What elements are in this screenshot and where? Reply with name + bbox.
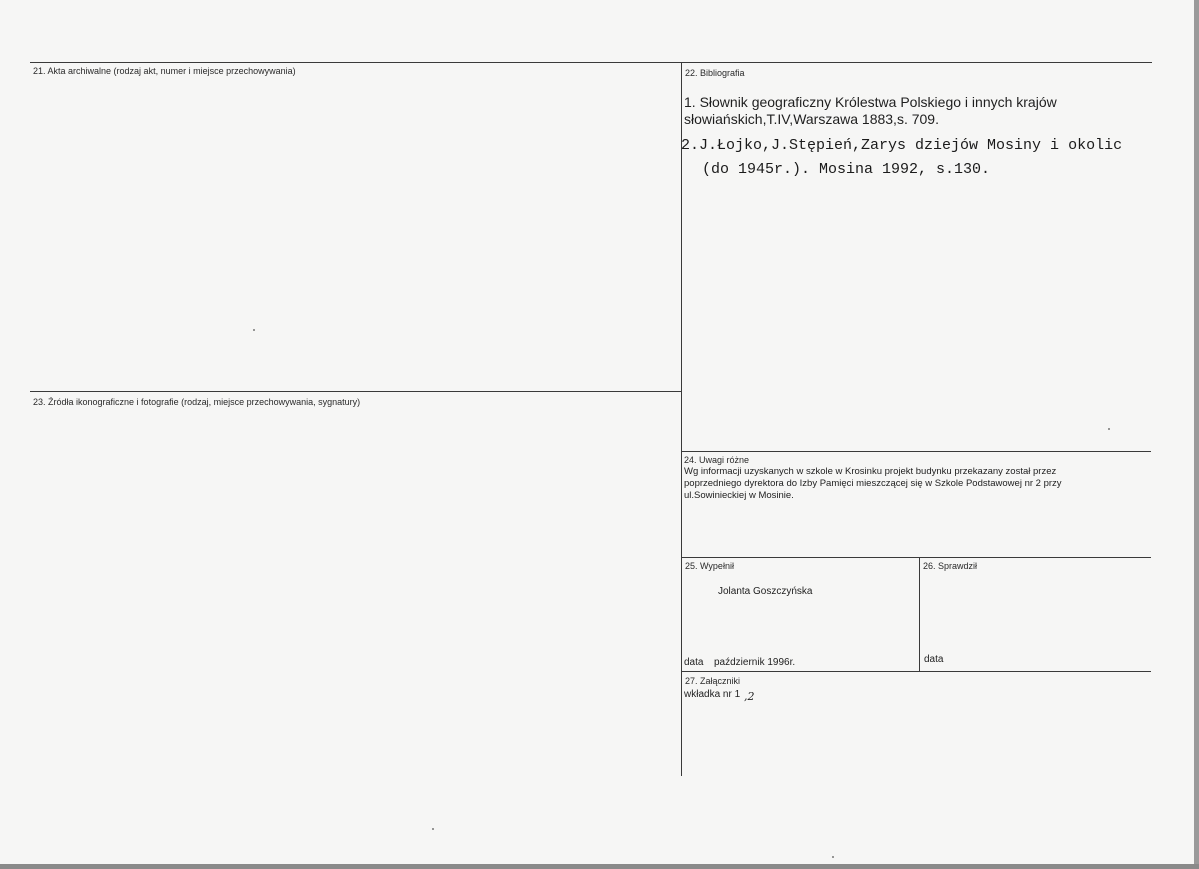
filled-by-name: Jolanta Goszczyńska bbox=[718, 586, 813, 597]
scan-speck bbox=[832, 856, 834, 858]
field-25-27-divider bbox=[681, 671, 1151, 672]
bibliography-item-2-line-1: 2.J.Łojko,J.Stępień,Zarys dziejów Mosiny i okolic bbox=[681, 137, 1123, 154]
bibliography-item-1-line-2: słowiańskich,T.IV,Warszawa 1883,s. 709. bbox=[684, 111, 939, 127]
scan-speck bbox=[432, 828, 434, 830]
field-22-24-divider bbox=[681, 451, 1151, 452]
field-27-label: 27. Załączniki bbox=[685, 676, 741, 686]
field-22-label: 22. Bibliografia bbox=[685, 68, 745, 78]
notes-line-1: Wg informacji uzyskanych w szkole w Krosinku projekt budynku przekazany został przez bbox=[684, 466, 1057, 477]
notes-line-2: poprzedniego dyrektora do Izby Pamięci mieszczącej się w Szkole Podstawowej nr 2 przy bbox=[684, 478, 1062, 489]
field-25-26-divider bbox=[919, 557, 920, 671]
field-21-23-divider bbox=[30, 391, 682, 392]
field-23-label: 23. Źródła ikonograficzne i fotografie (rodzaj, miejsce przechowywania, sygnatury) bbox=[33, 397, 361, 407]
attachments-text: wkładka nr 1 bbox=[684, 689, 741, 700]
field-24-25-divider bbox=[681, 557, 1151, 558]
column-divider bbox=[681, 62, 682, 776]
scan-edge-right bbox=[1194, 0, 1199, 869]
scan-edge-bottom bbox=[0, 864, 1199, 869]
filled-by-date-value: październik 1996r. bbox=[714, 657, 796, 668]
filled-by-date-label: data bbox=[684, 657, 704, 668]
bibliography-item-2-line-2: (do 1945r.). Mosina 1992, s.130. bbox=[702, 161, 991, 178]
field-25-label: 25. Wypełnił bbox=[685, 561, 734, 571]
scan-speck bbox=[253, 329, 255, 331]
notes-line-3: ul.Sowinieckiej w Mosinie. bbox=[684, 490, 794, 501]
field-21-label: 21. Akta archiwalne (rodzaj akt, numer i miejsce przechowywania) bbox=[33, 66, 296, 76]
field-24-label: 24. Uwagi różne bbox=[684, 455, 750, 465]
attachments-handwritten: ,2 bbox=[744, 690, 755, 703]
scan-speck bbox=[1108, 428, 1110, 430]
checked-by-date-label: data bbox=[924, 654, 944, 665]
bibliography-item-1-line-1: 1. Słownik geograficzny Królestwa Polskiego i innych krajów bbox=[684, 94, 1057, 110]
field-26-label: 26. Sprawdził bbox=[923, 561, 978, 571]
top-rule bbox=[30, 62, 1152, 63]
